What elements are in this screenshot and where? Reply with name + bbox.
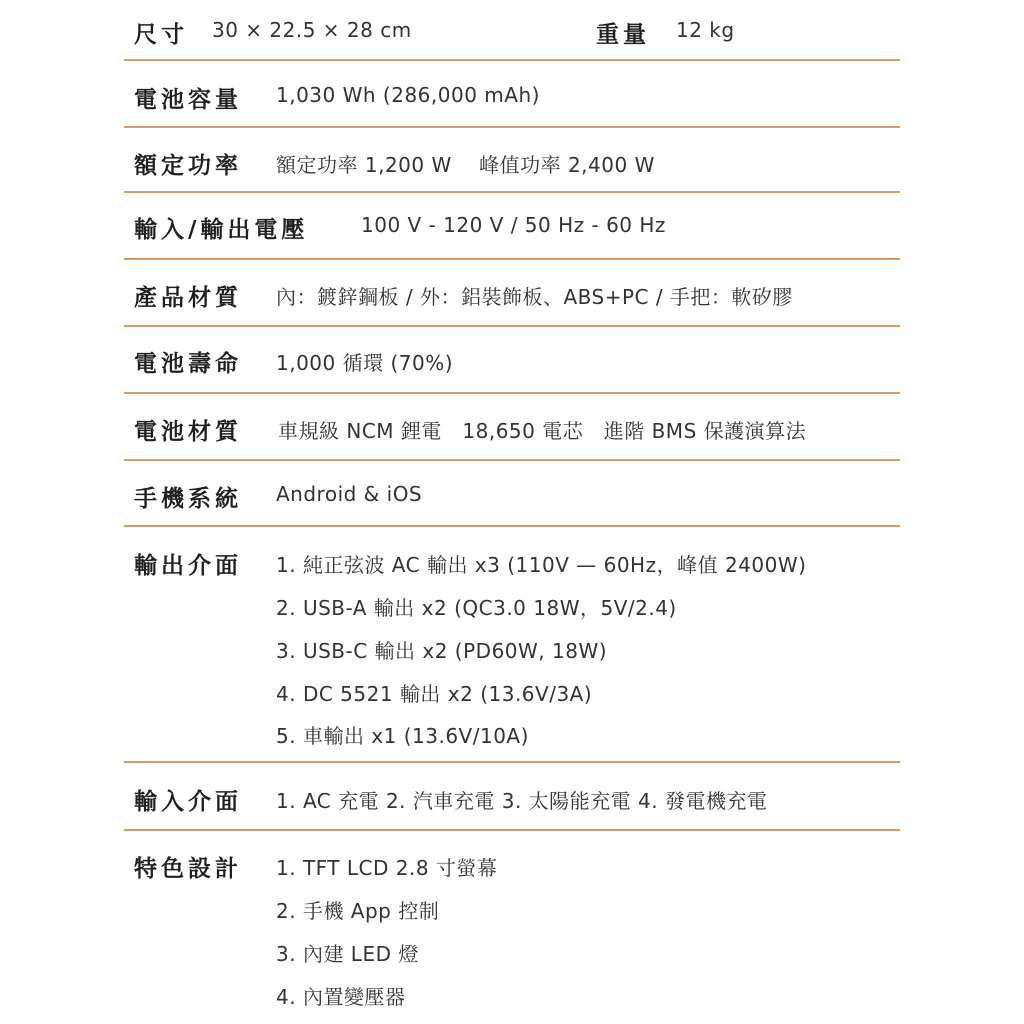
weight-label: 重量 (596, 22, 650, 48)
divider (124, 325, 900, 327)
divider (124, 392, 900, 394)
features-item: 1. TFT LCD 2.8 寸螢幕 (276, 856, 498, 880)
divider (124, 258, 900, 260)
battery-material-label: 電池材質 (134, 419, 242, 445)
features-label: 特色設計 (134, 856, 242, 882)
divider (124, 59, 900, 61)
divider (124, 761, 900, 763)
dimensions-value: 30 × 22.5 × 28 cm (212, 18, 412, 42)
input-interface-value: 1. AC 充電 2. 汽車充電 3. 太陽能充電 4. 發電機充電 (276, 789, 768, 813)
output-interface-item: 3. USB-C 輸出 x2 (PD60W, 18W) (276, 639, 608, 663)
dimensions-label: 尺寸 (134, 22, 188, 48)
material-value: 內：鍍鋅鋼板 / 外：鋁裝飾板、ABS+PC / 手把：軟矽膠 (276, 285, 793, 309)
battery-material-value: 車規級 NCM 鋰電 18,650 電芯 進階 BMS 保護演算法 (278, 419, 807, 443)
battery-capacity-value: 1,030 Wh (286,000 mAh) (276, 83, 540, 107)
voltage-label: 輸入/輸出電壓 (134, 217, 309, 243)
features-item: 2. 手機 App 控制 (276, 899, 440, 923)
battery-life-label: 電池壽命 (134, 351, 242, 377)
input-interface-label: 輸入介面 (134, 789, 242, 815)
features-item: 3. 內建 LED 燈 (276, 942, 419, 966)
output-interface-item: 4. DC 5521 輸出 x2 (13.6V/3A) (276, 682, 593, 706)
rated-power-value: 額定功率 1,200 W 峰值功率 2,400 W (276, 153, 655, 177)
divider (124, 459, 900, 461)
output-interface-item: 5. 車輸出 x1 (13.6V/10A) (276, 724, 529, 748)
material-label: 產品材質 (134, 285, 242, 311)
weight-value: 12 kg (676, 18, 735, 42)
battery-life-value: 1,000 循環 (70%) (276, 351, 454, 375)
output-interface-item: 1. 純正弦波 AC 輸出 x3 (110V — 60Hz，峰值 2400W) (276, 553, 807, 577)
divider (124, 829, 900, 831)
divider (124, 525, 900, 527)
features-item: 4. 內置變壓器 (276, 985, 406, 1009)
mobile-system-label: 手機系統 (134, 486, 242, 512)
mobile-system-value: Android & iOS (276, 482, 423, 506)
voltage-value: 100 V - 120 V / 50 Hz - 60 Hz (361, 213, 666, 237)
divider (124, 126, 900, 128)
output-interface-item: 2. USB-A 輸出 x2 (QC3.0 18W，5V/2.4) (276, 596, 677, 620)
battery-capacity-label: 電池容量 (134, 87, 242, 113)
divider (124, 191, 900, 193)
output-interface-label: 輸出介面 (134, 553, 242, 579)
rated-power-label: 額定功率 (134, 153, 242, 179)
